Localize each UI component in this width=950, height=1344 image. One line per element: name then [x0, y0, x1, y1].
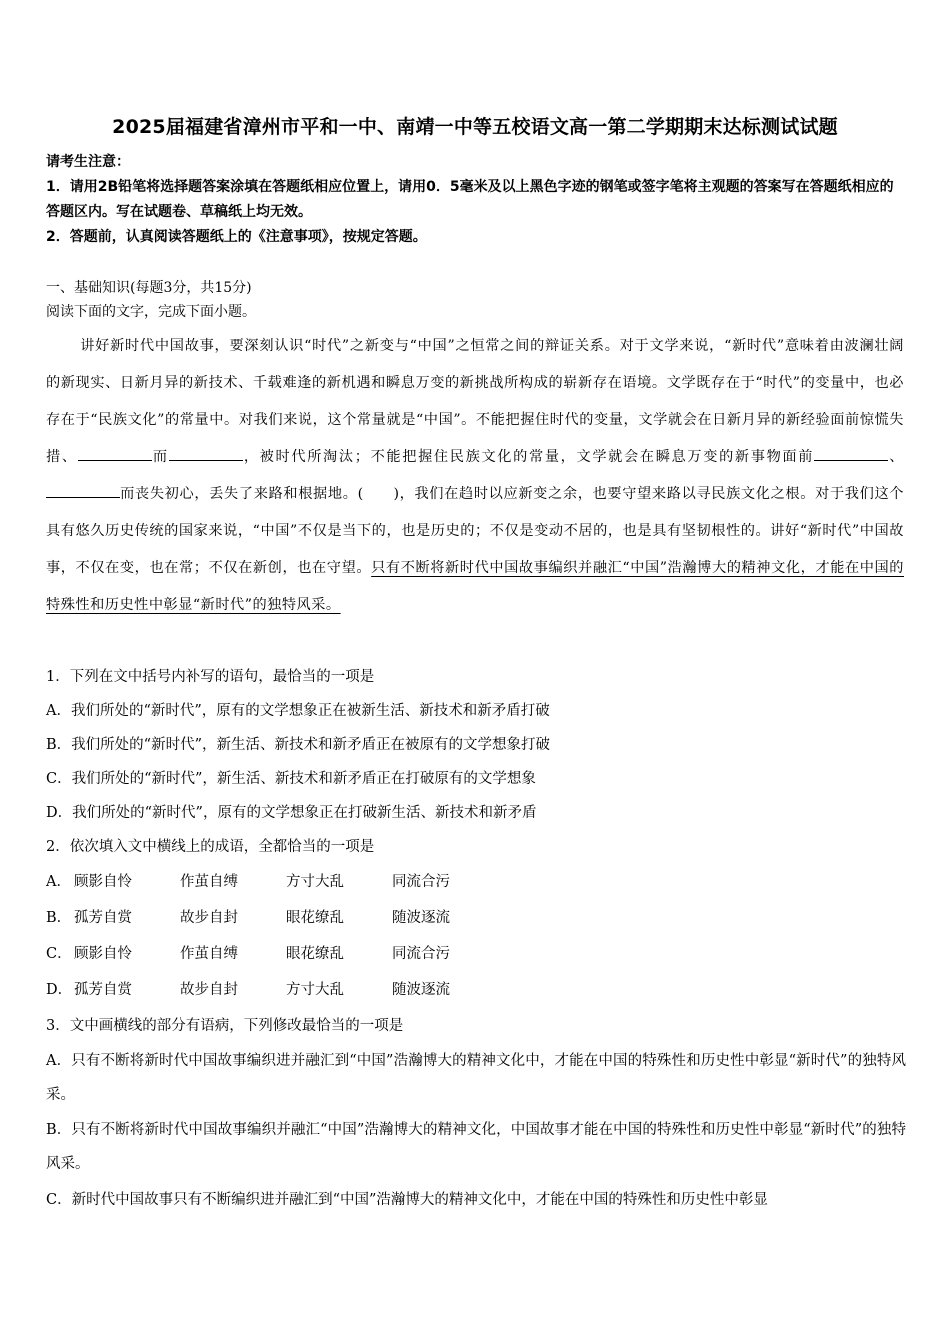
q1-option-c: C．我们所处的“新时代”，新生活、新技术和新矛盾正在打破原有的文学想象 [46, 771, 536, 787]
option-label: B． [46, 910, 72, 926]
idiom: 眼花缭乱 [286, 946, 344, 962]
idiom: 故步自封 [180, 910, 238, 926]
section-instruction: 阅读下面的文字，完成下面小题。 [46, 304, 256, 320]
idiom: 同流合污 [392, 874, 450, 890]
section-heading: 一、基础知识(每题3分，共15分) [46, 280, 252, 296]
idiom: 眼花缭乱 [286, 910, 344, 926]
idiom: 顾影自怜 [74, 946, 132, 962]
notice-item-1: 1．请用2B铅笔将选择题答案涂填在答题纸相应位置上，请用0．5毫米及以上黑色字迹的钢笔或签字笔将主观题的答案写在答题纸相应的答题区内。写在试题卷、草稿纸上均无效。 [46, 179, 894, 220]
passage-text-5: 而丧失初心，丢失了来路和根据地。( )，我们在趋时以应新变之余，也要守望来路以寻民族文化之根。对于我们这个具有悠久历史传统的国家来说，“中国”不仅是当下的，也是历史的；不仅是变动不居的，也是具有坚韧根性的。讲好“新时代”中国故事，不仅在变，也在常；不仅在新创，也在守望。 [46, 486, 904, 576]
idiom: 作茧自缚 [180, 874, 238, 890]
idiom: 随波逐流 [392, 910, 450, 926]
q2-stem: 2．依次填入文中横线上的成语，全都恰当的一项是 [46, 839, 375, 855]
idiom: 故步自封 [180, 982, 238, 998]
notice-heading: 请考生注意： [46, 154, 130, 170]
q1-stem: 1．下列在文中括号内补写的语句，最恰当的一项是 [46, 669, 375, 685]
blank-3 [814, 446, 888, 461]
q2-option-c [46, 937, 906, 971]
notice-item-2: 2．答题前，认真阅读答题纸上的《注意事项》，按规定答题。 [46, 229, 427, 245]
q1-option-b: B．我们所处的“新时代”，新生活、新技术和新矛盾正在被原有的文学想象打破 [46, 737, 550, 753]
idiom: 方寸大乱 [286, 982, 344, 998]
idiom: 随波逐流 [392, 982, 450, 998]
blank-4 [46, 483, 120, 498]
q3-option-c: C．新时代中国故事只有不断编织进并融汇到“中国”浩瀚博大的精神文化中，才能在中国的特殊性和历史性中彰显 [46, 1192, 768, 1208]
option-label: C． [46, 946, 72, 962]
underlined-sentence: 只有不断将新时代中国故事编织并融汇“中国”浩瀚博大的精神文化，才能在中国的特殊性和历史性中彰显“新时代”的独特风采。 [46, 560, 904, 613]
q1-option-d: D．我们所处的“新时代”，原有的文学想象正在打破新生活、新技术和新矛盾 [46, 805, 537, 821]
q2-option-d [46, 973, 906, 1007]
q1-option-a: A．我们所处的“新时代”，原有的文学想象正在被新生活、新技术和新矛盾打破 [46, 703, 550, 719]
idiom: 顾影自怜 [74, 874, 132, 890]
idiom: 同流合污 [392, 946, 450, 962]
reading-passage [46, 328, 904, 624]
idiom: 方寸大乱 [286, 874, 344, 890]
passage-text-1: 讲好新时代中国故事，要深刻认识“时代”之新变与“中国”之恒常之间的辩证关系。对于文学来说，“新时代”意味着由波澜壮阔的新现实、日新月异的新技术、千载难逢的新机遇和瞬息万变的新挑战所构成的崭新存在语境。文学既存在于“时代”的变量中，也必存在于“民族文化”的常量中。对我们来说，这个常量就是“中国”。不能把握住时代的变量，文学就会在日新月异的新经验面前惊慌失措、 [46, 338, 904, 465]
idiom: 孤芳自赏 [74, 982, 132, 998]
idiom: 作茧自缚 [180, 946, 238, 962]
passage-text-2: 而 [151, 449, 169, 465]
q3-stem: 3．文中画横线的部分有语病，下列修改最恰当的一项是 [46, 1018, 404, 1034]
blank-1 [78, 446, 152, 461]
blank-2 [169, 446, 243, 461]
passage-text-4: 、 [888, 449, 904, 465]
passage-text-3: ，被时代所淘汰；不能把握住民族文化的常量，文学就会在瞬息万变的新事物面前 [242, 449, 815, 465]
q3-option-a: A．只有不断将新时代中国故事编织进并融汇到“中国”浩瀚博大的精神文化中，才能在中国的特殊性和历史性中彰显“新时代”的独特风采。 [46, 1053, 906, 1103]
option-label: D． [46, 982, 73, 998]
q2-option-a [46, 865, 906, 899]
q3-option-b: B．只有不断将新时代中国故事编织并融汇“中国”浩瀚博大的精神文化，中国故事才能在中国的特殊性和历史性中彰显“新时代”的独特风采。 [46, 1122, 906, 1172]
exam-title: 2025届福建省漳州市平和一中、南靖一中等五校语文高一第二学期期末达标测试试题 [112, 116, 838, 138]
option-label: A． [46, 874, 71, 890]
idiom: 孤芳自赏 [74, 910, 132, 926]
q2-option-b [46, 901, 906, 935]
